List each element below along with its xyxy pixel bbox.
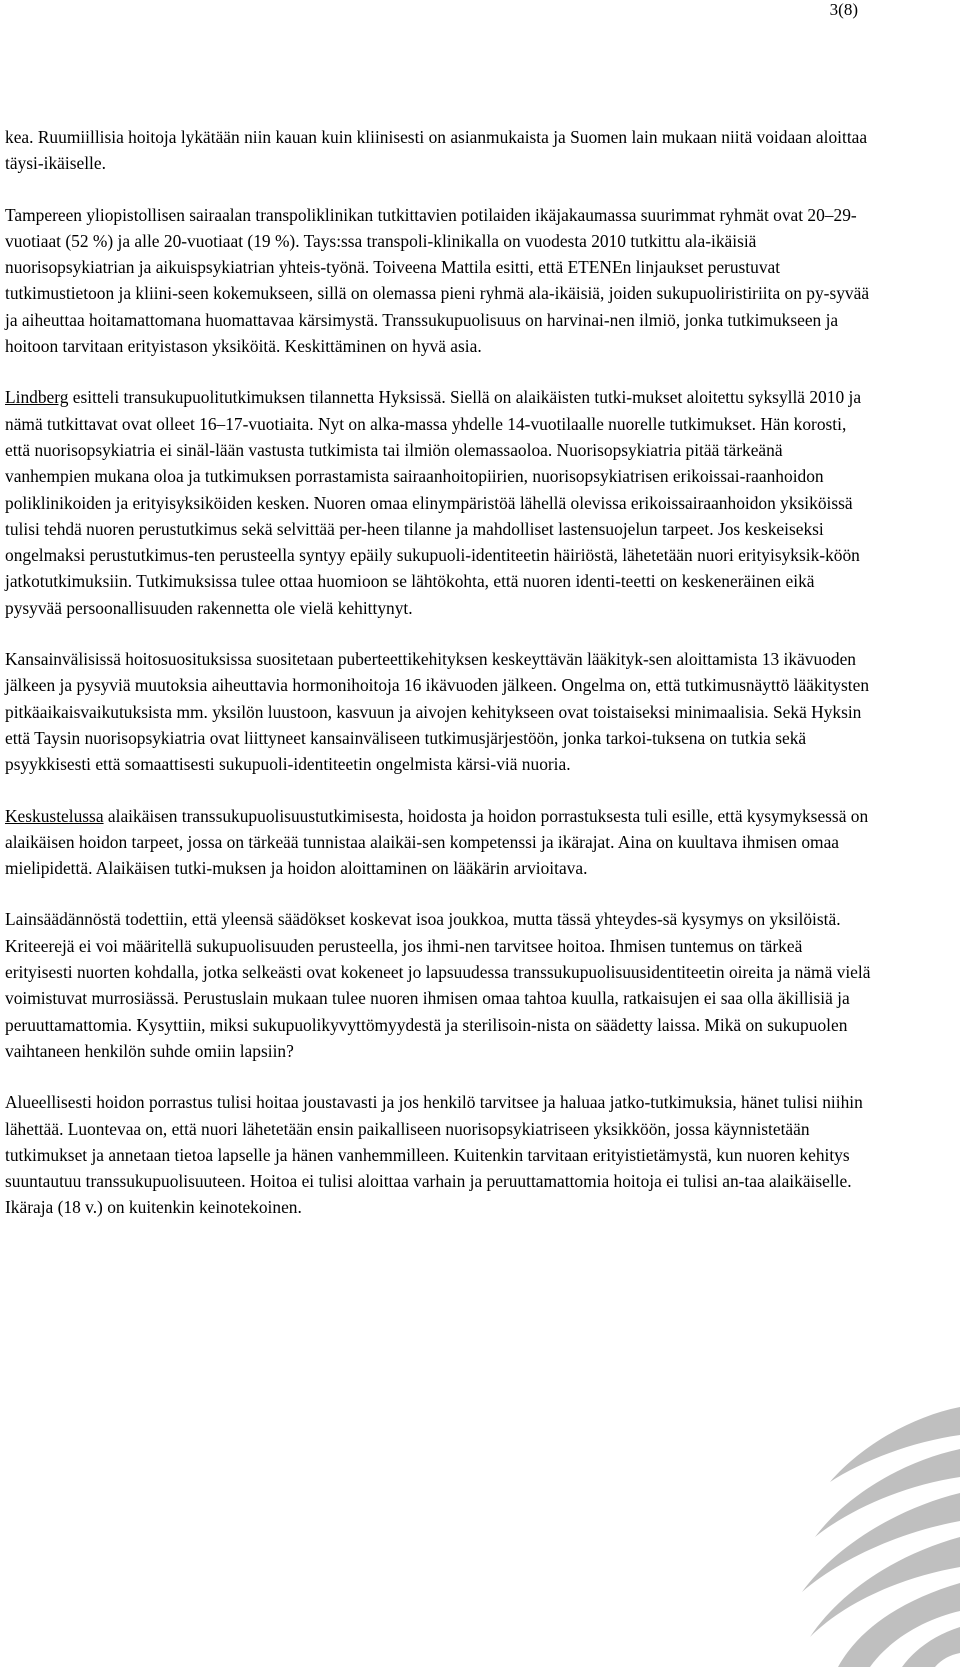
page-number: 3(8) — [829, 0, 858, 19]
section-label-keskustelussa: Keskustelussa — [5, 805, 104, 826]
wave-swoosh-logo-icon — [730, 1387, 960, 1667]
paragraph-3-text: esitteli transukupuolitutkimuksen tilannetta Hyksissä. Siellä on alaikäisten tutki-mukset aloitettu syksyllä 2010 ja nämä tutkittavat ovat olleet 16–17-vuotiaita. Nyt on alka-massa yhdelle 14-vuotilaalle nuorelle tutkimukset. Hän korosti, että nuorisopsykiatria ei sinäl-lään vastusta tutkimista tai ilmiön olemassaoloa. Nuorisopsykiatria pitää tärkeänä vanhempien mukana oloa ja tutkimuksen porrastamista sairaanhoitopiirien, nuorisopsykiatrisen erikoissai-raanhoidon poliklinikoiden ja erityisyksiköiden kesken. Nuoren omaa elinympäristöä lähellä olevissa erikoissairaanhoidon yksiköissä tulisi tehdä nuoren perustutkimus sekä selvittää per-heen tilanne ja mahdolliset lastensuojelun tarpeet. Jos keskeiseksi ongelmaksi perustutkimus-ten perusteella syntyy epäily sukupuoli-identiteetin häiriöstä, lähetetään nuori erityisyksik-köön jatkotutkimuksiin. Tutkimuksissa tulee ottaa huomioon se lähtökohta, että nuoren identi-teetti on keskeneräinen eikä pysyvää persoonallisuuden rakennetta ole vielä kehittynyt. — [5, 387, 862, 618]
paragraph-2: Tampereen yliopistollisen sairaalan transpoliklinikan tutkittavien potilaiden ikäjakaumassa suurimmat ryhmät ovat 20–29-vuotiaat (52 %) ja alle 20-vuotiaat (19 %). Tays:ssa transpoli-klinikalla on vuodesta 2010 tutkittu ala-ikäisiä nuorisopsykiatrian ja aikuispsykiatrian yhteis-työnä. Toiveena Mattila esitti, että ETENEn linjaukset perustuvat tutkimustietoon ja kliini-seen kokemukseen, sillä on olemassa pieni ryhmä ala-ikäisiä, joiden sukupuoliristiriita on py-syvää ja aiheuttaa hoitamattomana huomattavaa kärsimystä. Transsukupuolisuus on harvinai-nen ilmiö, jonka tutkimukseen ja hoitoon tarvitaan erityistason yksiköitä. Keskittäminen on hyvä asia. — [5, 204, 870, 357]
paragraph-6: Lainsäädännöstä todettiin, että yleensä säädökset koskevat isoa joukkoa, mutta tässä yhteydes-sä kysymys on yksilöistä. Kriteerejä ei voi määritellä sukupuolisuuden perusteella, jos ihmi-nen tarvitsee hoitoa. Ihmisen tuntemus on tärkeä erityisesti nuorten kohdalla, jotka selkeästi ovat kokeneet jo lapsuudessa transsukupuolisuusidentiteetin oireita ja nämä vielä voimistuvat murrosiässä. Perustuslain mukaan tulee nuoren ihmisen omaa tahtoa kuulla, ratkaisujen ei saa olla äkillisiä ja peruuttamattomia. Kysyttiin, miksi sukupuolikyvyttömyydestä ja sterilisoin-nista on säädetty laissa. Mikä on sukupuolen vaihtaneen henkilön suhde omiin lapsiin? — [5, 909, 871, 1061]
paragraph-7: Alueellisesti hoidon porrastus tulisi hoitaa joustavasti ja jos henkilö tarvitsee ja haluaa jatko-tutkimuksia, hänet tulisi niihin lähettää. Luontevaa on, että nuori lähetetään ensin paikalliseen nuorisopsykiatriseen yksikköön, jossa käynnistetään tutkimukset ja annetaan tietoa lapselle ja hänen vanhemmilleen. Kuitenkin tarvitaan erityistietämystä, kun nuoren kehitys suuntautuu transsukupuolisuuteen. Hoitoa ei tulisi aloittaa varhain ja peruuttamattomia hoitoja ei tulisi an-taa alaikäiselle. Ikäraja (18 v.) on kuitenkin keinotekoinen. — [5, 1092, 863, 1218]
speaker-name-lindberg: Lindberg — [5, 387, 69, 408]
paragraph-1: kea. Ruumiillisia hoitoja lykätään niin kauan kuin kliinisesti on asianmukaista ja Suomen lain mukaan niitä voidaan aloittaa täysi-ikäiselle. — [5, 127, 868, 174]
paragraph-5 — [5, 803, 871, 882]
paragraph-3 — [5, 384, 871, 621]
paragraph-4: Kansainvälisissä hoitosuosituksissa suositetaan puberteettikehityksen keskeyttävän lääkityk-sen aloittamista 13 ikävuoden jälkeen ja pysyviä muutoksia aiheuttavia hormonihoitoja 16 ikävuoden jälkeen. Ongelma on, että tutkimusnäyttö lääkitysten pitkäaikaisvaikutuksista mm. yksilön luustoon, kasvuun ja aivojen kehitykseen ovat toistaiseksi minimaalisia. Sekä Hyksin että Taysin nuorisopsykiatria ovat liittyneet kansainväliseen tutkimusjärjestöön, jonka tarkoi-tuksena on tutkia sekä psyykkisesti että somaattisesti sukupuoli-identiteetin ongelmista kärsi-viä nuoria. — [5, 649, 870, 775]
document-body — [5, 124, 871, 1221]
paragraph-5-text: alaikäisen transsukupuolisuustutkimisesta, hoidosta ja hoidon porrastuksesta tuli esille, että kysymyksessä on alaikäisen hoidon tarpeet, jossa on tärkeää tunnistaa alaikäi-sen kompetenssi ja ikärajat. Aina on kuultava ihmisen omaa mielipidettä. Alaikäisen tutki-muksen ja hoidon aloittaminen on lääkärin arvioitava. — [5, 805, 869, 879]
